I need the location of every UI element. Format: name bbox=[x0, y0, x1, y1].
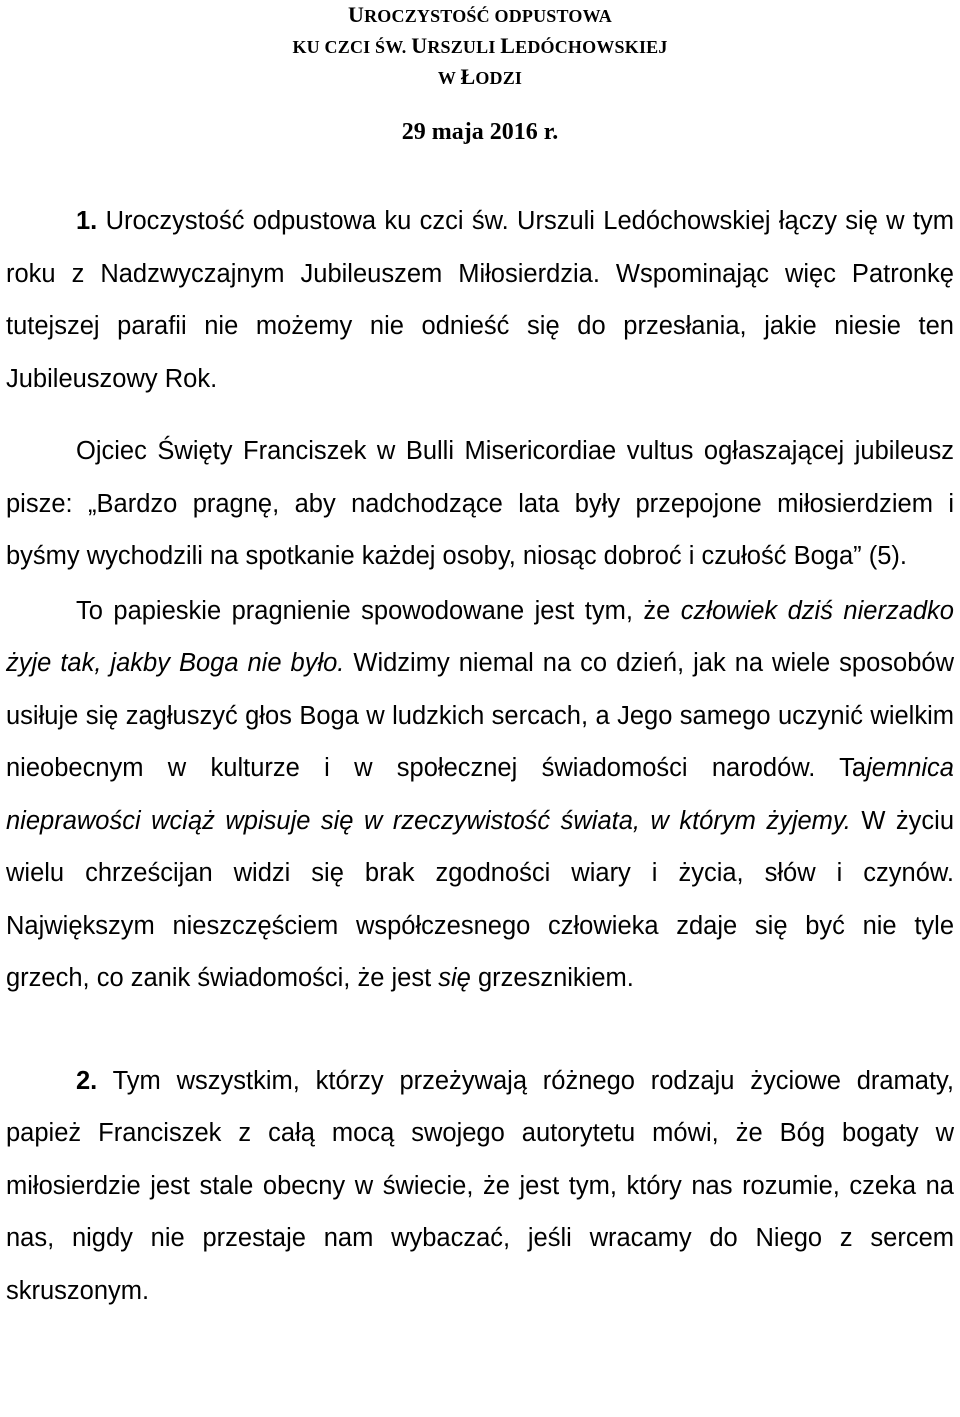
italic-quote-1: człowiek dziś nierzadko żyje tak, jakby Boga nie było. bbox=[6, 596, 954, 677]
section-1-paragraph-3: To papieskie pragnienie spowodowane jest tym, że człowiek dziś nierzadko żyje tak, jakby Boga nie było. Widzimy niemal na co dzień, jak na wiele sposobów usiłuje się zagłuszyć głos Boga w ludzkich sercach, a Jego samego uczynić wielkim nieobecnym w kulturze i w społecznej świadomości narodów. Tajemnica nieprawości wciąż wpisuje się w rzeczywistość świata, w którym żyjemy. W życiu wielu chrześcijan widzi się brak zgodności wiary i życia, słów i czynów. Największym nieszczęściem współczesnego człowieka zdaje się być nie tyle grzech, co zanik świadomości, że jest się grzesznikiem. bbox=[6, 596, 954, 992]
section-2-paragraph-1: 2. Tym wszystkim, którzy przeżywają różnego rodzaju życiowe dramaty, papież Franciszek z całą mocą swojego autorytetu mówi, że Bóg bogaty w miłosierdzie jest stale obecny w świecie, że jest tym, który nas rozumie, czeka na nas, nigdy nie przestaje nam wybaczać, jeśli wracamy do Niego z sercem skruszonym. bbox=[6, 1066, 954, 1305]
section-1-number: 1. bbox=[76, 207, 98, 235]
italic-word: się bbox=[438, 964, 471, 992]
italic-quote-2: jemnica nieprawości wciąż wpisuje się w rzeczywistość świata, w którym żyjemy. bbox=[6, 754, 954, 835]
document-date: 29 maja 2016 r. bbox=[401, 119, 559, 145]
document-body bbox=[6, 195, 954, 1317]
document-header bbox=[6, 0, 954, 93]
section-2-number: 2. bbox=[76, 1066, 98, 1095]
header-line-3: W ŁODZI bbox=[437, 64, 523, 89]
header-line-1: UROCZYSTOŚĆ ODPUSTOWA bbox=[348, 2, 612, 27]
section-1-paragraph-2: Ojciec Święty Franciszek w Bulli Misericordiae vultus ogłaszającej jubileusz pisze: „Bardzo pragnę, aby nadchodzące lata były przepojone miłosierdziem i byśmy wychodzili na spotkanie każdej osoby, niosąc dobroć i czułość Boga” (5). bbox=[6, 437, 954, 570]
section-1-paragraph-1: 1. Uroczystość odpustowa ku czci św. Urszuli Ledóchowskiej łączy się w tym roku z Nadzwyczajnym Jubileuszem Miłosierdzia. Wspominając więc Patronkę tutejszej parafii nie możemy nie odnieść się do przesłania, jakie niesie ten Jubileuszowy Rok. bbox=[6, 207, 954, 393]
header-line-2: KU CZCI ŚW. URSZULI LEDÓCHOWSKIEJ bbox=[292, 33, 668, 58]
